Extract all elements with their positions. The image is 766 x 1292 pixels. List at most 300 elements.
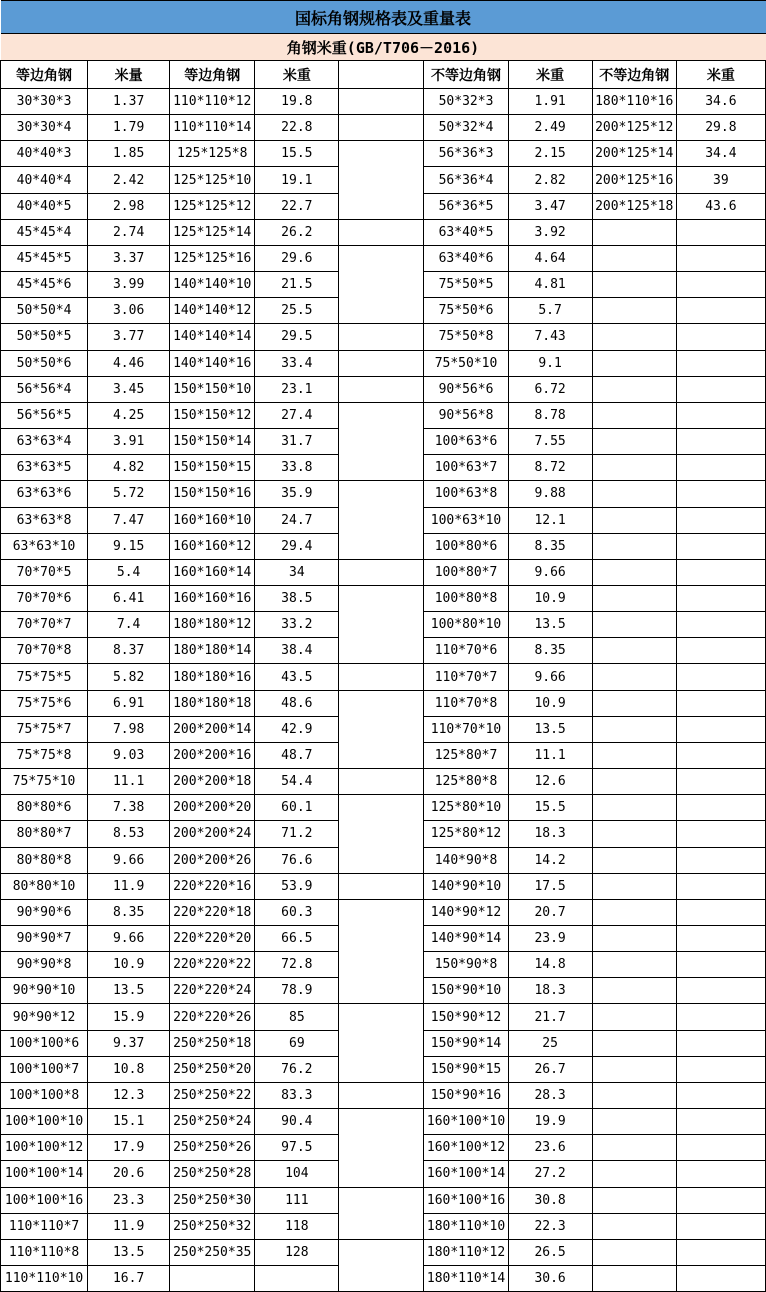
meter-weight-cell: 2.98	[88, 193, 170, 219]
meter-weight-cell: 69	[255, 1030, 339, 1056]
meter-weight-cell	[676, 455, 765, 481]
meter-weight-cell	[676, 742, 765, 768]
unequal-angle-spec-cell	[592, 298, 676, 324]
meter-weight-cell: 1.37	[88, 89, 170, 115]
meter-weight-cell	[676, 1213, 765, 1239]
equal-angle-spec-cell: 220*220*26	[170, 1004, 255, 1030]
equal-angle-spec-cell: 56*56*4	[1, 376, 88, 402]
meter-weight-cell: 17.5	[508, 873, 592, 899]
unequal-angle-spec-cell: 150*90*10	[424, 978, 508, 1004]
unequal-angle-spec-cell: 180*110*14	[424, 1266, 508, 1292]
meter-weight-cell: 18.3	[508, 978, 592, 1004]
meter-weight-cell: 8.35	[88, 899, 170, 925]
meter-weight-cell: 71.2	[255, 821, 339, 847]
meter-weight-cell: 2.74	[88, 219, 170, 245]
equal-angle-spec-cell: 70*70*7	[1, 612, 88, 638]
equal-angle-spec-cell: 40*40*4	[1, 167, 88, 193]
meter-weight-cell: 9.15	[88, 533, 170, 559]
unequal-angle-spec-cell	[592, 690, 676, 716]
meter-weight-cell: 19.1	[255, 167, 339, 193]
unequal-angle-spec-cell: 125*80*7	[424, 742, 508, 768]
header-equal-angle-1: 等边角钢	[1, 61, 88, 89]
meter-weight-cell: 30.8	[508, 1187, 592, 1213]
unequal-angle-spec-cell: 140*90*10	[424, 873, 508, 899]
unequal-angle-spec-cell: 100*63*7	[424, 455, 508, 481]
unequal-angle-spec-cell: 75*50*5	[424, 272, 508, 298]
meter-weight-cell	[676, 769, 765, 795]
meter-weight-cell: 12.6	[508, 769, 592, 795]
meter-weight-cell	[676, 402, 765, 428]
meter-weight-cell: 85	[255, 1004, 339, 1030]
unequal-angle-spec-cell	[592, 559, 676, 585]
table-row	[1, 481, 766, 507]
unequal-angle-spec-cell: 90*56*6	[424, 376, 508, 402]
equal-angle-spec-cell: 50*50*6	[1, 350, 88, 376]
meter-weight-cell: 26.5	[508, 1239, 592, 1265]
meter-weight-cell	[676, 245, 765, 271]
table-row	[1, 664, 766, 690]
unequal-angle-spec-cell: 200*125*12	[592, 115, 676, 141]
equal-angle-spec-cell: 250*250*32	[170, 1213, 255, 1239]
meter-weight-cell	[676, 1004, 765, 1030]
unequal-angle-spec-cell: 110*70*10	[424, 716, 508, 742]
meter-weight-cell: 14.8	[508, 952, 592, 978]
meter-weight-cell: 15.5	[255, 141, 339, 167]
meter-weight-cell: 16.7	[88, 1266, 170, 1292]
meter-weight-cell: 78.9	[255, 978, 339, 1004]
unequal-angle-spec-cell	[592, 1082, 676, 1108]
equal-angle-spec-cell: 90*90*10	[1, 978, 88, 1004]
meter-weight-cell	[676, 926, 765, 952]
unequal-angle-spec-cell: 90*56*8	[424, 402, 508, 428]
equal-angle-spec-cell: 250*250*22	[170, 1082, 255, 1108]
meter-weight-cell: 23.9	[508, 926, 592, 952]
table-row	[1, 219, 766, 245]
spacer-cell	[339, 324, 424, 350]
meter-weight-cell: 48.7	[255, 742, 339, 768]
meter-weight-cell: 8.78	[508, 402, 592, 428]
meter-weight-cell: 97.5	[255, 1135, 339, 1161]
meter-weight-cell	[676, 1109, 765, 1135]
meter-weight-cell: 9.37	[88, 1030, 170, 1056]
table-row	[1, 1239, 766, 1265]
unequal-angle-spec-cell	[592, 1109, 676, 1135]
equal-angle-spec-cell: 100*100*10	[1, 1109, 88, 1135]
spacer-cell	[339, 1187, 424, 1239]
meter-weight-cell: 5.72	[88, 481, 170, 507]
unequal-angle-spec-cell	[592, 1239, 676, 1265]
meter-weight-cell: 10.9	[508, 690, 592, 716]
equal-angle-spec-cell: 70*70*5	[1, 559, 88, 585]
unequal-angle-spec-cell: 180*110*16	[592, 89, 676, 115]
equal-angle-spec-cell: 180*180*18	[170, 690, 255, 716]
meter-weight-cell: 9.66	[508, 664, 592, 690]
meter-weight-cell: 6.72	[508, 376, 592, 402]
equal-angle-spec-cell: 75*75*6	[1, 690, 88, 716]
meter-weight-cell: 11.1	[508, 742, 592, 768]
spacer-cell	[339, 1109, 424, 1187]
meter-weight-cell: 33.2	[255, 612, 339, 638]
equal-angle-spec-cell: 200*200*24	[170, 821, 255, 847]
meter-weight-cell: 38.5	[255, 585, 339, 611]
meter-weight-cell	[676, 1187, 765, 1213]
spacer-cell	[339, 89, 424, 115]
unequal-angle-spec-cell	[592, 429, 676, 455]
unequal-angle-spec-cell: 160*100*14	[424, 1161, 508, 1187]
meter-weight-cell: 12.3	[88, 1082, 170, 1108]
meter-weight-cell	[676, 507, 765, 533]
equal-angle-spec-cell: 100*100*7	[1, 1056, 88, 1082]
unequal-angle-spec-cell: 200*125*16	[592, 167, 676, 193]
header-meter-weight-4: 米重	[676, 61, 765, 89]
meter-weight-cell: 23.6	[508, 1135, 592, 1161]
table-row	[1, 899, 766, 925]
equal-angle-spec-cell: 100*100*14	[1, 1161, 88, 1187]
unequal-angle-spec-cell	[592, 638, 676, 664]
unequal-angle-spec-cell: 125*80*10	[424, 795, 508, 821]
meter-weight-cell: 3.45	[88, 376, 170, 402]
unequal-angle-spec-cell: 50*32*3	[424, 89, 508, 115]
meter-weight-cell: 9.66	[88, 847, 170, 873]
equal-angle-spec-cell: 180*180*16	[170, 664, 255, 690]
spacer-cell	[339, 141, 424, 219]
unequal-angle-spec-cell	[592, 402, 676, 428]
equal-angle-spec-cell: 200*200*20	[170, 795, 255, 821]
unequal-angle-spec-cell: 150*90*14	[424, 1030, 508, 1056]
equal-angle-spec-cell: 110*110*14	[170, 115, 255, 141]
meter-weight-cell: 7.43	[508, 324, 592, 350]
meter-weight-cell: 43.5	[255, 664, 339, 690]
unequal-angle-spec-cell	[592, 978, 676, 1004]
spacer-cell	[339, 1004, 424, 1082]
unequal-angle-spec-cell: 56*36*3	[424, 141, 508, 167]
meter-weight-cell: 26.7	[508, 1056, 592, 1082]
meter-weight-cell	[676, 272, 765, 298]
meter-weight-cell	[676, 638, 765, 664]
unequal-angle-spec-cell	[592, 847, 676, 873]
meter-weight-cell: 17.9	[88, 1135, 170, 1161]
equal-angle-spec-cell: 90*90*8	[1, 952, 88, 978]
unequal-angle-spec-cell: 125*80*12	[424, 821, 508, 847]
table-row	[1, 873, 766, 899]
equal-angle-spec-cell: 80*80*10	[1, 873, 88, 899]
equal-angle-spec-cell: 140*140*12	[170, 298, 255, 324]
meter-weight-cell	[255, 1266, 339, 1292]
meter-weight-cell	[676, 1266, 765, 1292]
meter-weight-cell	[676, 481, 765, 507]
meter-weight-cell: 34.4	[676, 141, 765, 167]
meter-weight-cell: 11.1	[88, 769, 170, 795]
unequal-angle-spec-cell: 150*90*16	[424, 1082, 508, 1108]
equal-angle-spec-cell: 250*250*26	[170, 1135, 255, 1161]
table-row	[1, 141, 766, 167]
meter-weight-cell: 5.82	[88, 664, 170, 690]
unequal-angle-spec-cell	[592, 1266, 676, 1292]
unequal-angle-spec-cell: 110*70*7	[424, 664, 508, 690]
meter-weight-cell: 2.15	[508, 141, 592, 167]
unequal-angle-spec-cell: 100*80*8	[424, 585, 508, 611]
header-row	[1, 61, 766, 89]
equal-angle-spec-cell: 45*45*4	[1, 219, 88, 245]
meter-weight-cell: 8.35	[508, 533, 592, 559]
meter-weight-cell: 21.7	[508, 1004, 592, 1030]
equal-angle-spec-cell: 70*70*6	[1, 585, 88, 611]
meter-weight-cell	[676, 664, 765, 690]
unequal-angle-spec-cell: 56*36*5	[424, 193, 508, 219]
spacer-cell	[339, 402, 424, 480]
unequal-angle-spec-cell	[592, 245, 676, 271]
equal-angle-spec-cell: 125*125*10	[170, 167, 255, 193]
meter-weight-cell: 7.38	[88, 795, 170, 821]
spacer-cell	[339, 481, 424, 559]
meter-weight-cell: 7.55	[508, 429, 592, 455]
unequal-angle-spec-cell: 75*50*6	[424, 298, 508, 324]
unequal-angle-spec-cell	[592, 821, 676, 847]
equal-angle-spec-cell: 63*63*4	[1, 429, 88, 455]
meter-weight-cell: 15.1	[88, 1109, 170, 1135]
meter-weight-cell: 118	[255, 1213, 339, 1239]
meter-weight-cell: 29.8	[676, 115, 765, 141]
meter-weight-cell	[676, 1239, 765, 1265]
meter-weight-cell	[676, 350, 765, 376]
equal-angle-spec-cell: 200*200*16	[170, 742, 255, 768]
meter-weight-cell: 13.5	[88, 978, 170, 1004]
meter-weight-cell: 38.4	[255, 638, 339, 664]
meter-weight-cell: 54.4	[255, 769, 339, 795]
meter-weight-cell: 5.7	[508, 298, 592, 324]
unequal-angle-spec-cell	[592, 1056, 676, 1082]
equal-angle-spec-cell: 150*150*15	[170, 455, 255, 481]
spacer-cell	[339, 1082, 424, 1108]
equal-angle-spec-cell: 125*125*14	[170, 219, 255, 245]
table-row	[1, 245, 766, 271]
unequal-angle-spec-cell	[592, 507, 676, 533]
meter-weight-cell: 9.66	[88, 926, 170, 952]
table-row	[1, 795, 766, 821]
meter-weight-cell: 11.9	[88, 873, 170, 899]
equal-angle-spec-cell: 100*100*16	[1, 1187, 88, 1213]
spacer-cell	[339, 1239, 424, 1291]
unequal-angle-spec-cell: 150*90*15	[424, 1056, 508, 1082]
spacer-cell	[339, 769, 424, 795]
equal-angle-spec-cell: 40*40*5	[1, 193, 88, 219]
meter-weight-cell: 3.91	[88, 429, 170, 455]
spacer-cell	[339, 376, 424, 402]
meter-weight-cell: 2.42	[88, 167, 170, 193]
meter-weight-cell	[676, 821, 765, 847]
equal-angle-spec-cell: 140*140*16	[170, 350, 255, 376]
equal-angle-spec-cell: 200*200*14	[170, 716, 255, 742]
spacer-cell	[339, 559, 424, 585]
meter-weight-cell: 8.53	[88, 821, 170, 847]
equal-angle-spec-cell: 125*125*12	[170, 193, 255, 219]
equal-angle-spec-cell: 180*180*12	[170, 612, 255, 638]
spacer-cell	[339, 219, 424, 245]
meter-weight-cell: 3.99	[88, 272, 170, 298]
meter-weight-cell: 15.9	[88, 1004, 170, 1030]
unequal-angle-spec-cell	[592, 272, 676, 298]
header-equal-angle-2: 等边角钢	[170, 61, 255, 89]
unequal-angle-spec-cell	[592, 533, 676, 559]
unequal-angle-spec-cell	[592, 664, 676, 690]
unequal-angle-spec-cell	[592, 481, 676, 507]
table-row	[1, 1082, 766, 1108]
unequal-angle-spec-cell: 63*40*6	[424, 245, 508, 271]
meter-weight-cell: 4.64	[508, 245, 592, 271]
equal-angle-spec-cell: 100*100*12	[1, 1135, 88, 1161]
equal-angle-spec-cell: 150*150*14	[170, 429, 255, 455]
unequal-angle-spec-cell: 140*90*14	[424, 926, 508, 952]
meter-weight-cell: 3.77	[88, 324, 170, 350]
equal-angle-spec-cell: 125*125*16	[170, 245, 255, 271]
unequal-angle-spec-cell: 100*63*6	[424, 429, 508, 455]
meter-weight-cell	[676, 978, 765, 1004]
meter-weight-cell: 111	[255, 1187, 339, 1213]
spacer-cell	[339, 664, 424, 690]
unequal-angle-spec-cell	[592, 716, 676, 742]
meter-weight-cell: 13.5	[88, 1239, 170, 1265]
meter-weight-cell: 72.8	[255, 952, 339, 978]
equal-angle-spec-cell: 220*220*24	[170, 978, 255, 1004]
unequal-angle-spec-cell: 75*50*10	[424, 350, 508, 376]
meter-weight-cell: 35.9	[255, 481, 339, 507]
meter-weight-cell: 3.06	[88, 298, 170, 324]
meter-weight-cell	[676, 1135, 765, 1161]
meter-weight-cell: 8.35	[508, 638, 592, 664]
spacer-cell	[339, 873, 424, 899]
equal-angle-spec-cell: 250*250*30	[170, 1187, 255, 1213]
unequal-angle-spec-cell: 100*80*6	[424, 533, 508, 559]
meter-weight-cell: 14.2	[508, 847, 592, 873]
unequal-angle-spec-cell	[592, 1004, 676, 1030]
table-row	[1, 115, 766, 141]
meter-weight-cell: 2.82	[508, 167, 592, 193]
equal-angle-spec-cell: 63*63*6	[1, 481, 88, 507]
meter-weight-cell: 42.9	[255, 716, 339, 742]
table-subtitle: 角钢米重(GB/T706－2016)	[1, 34, 766, 61]
spacer-cell	[339, 350, 424, 376]
meter-weight-cell: 9.66	[508, 559, 592, 585]
meter-weight-cell: 24.7	[255, 507, 339, 533]
table-row	[1, 1187, 766, 1213]
equal-angle-spec-cell: 200*200*26	[170, 847, 255, 873]
unequal-angle-spec-cell: 63*40*5	[424, 219, 508, 245]
header-meter-weight-2: 米重	[255, 61, 339, 89]
equal-angle-spec-cell: 30*30*3	[1, 89, 88, 115]
meter-weight-cell: 4.25	[88, 402, 170, 428]
meter-weight-cell: 15.5	[508, 795, 592, 821]
meter-weight-cell	[676, 324, 765, 350]
unequal-angle-spec-cell: 100*63*10	[424, 507, 508, 533]
meter-weight-cell: 4.81	[508, 272, 592, 298]
meter-weight-cell: 30.6	[508, 1266, 592, 1292]
meter-weight-cell: 8.72	[508, 455, 592, 481]
meter-weight-cell: 21.5	[255, 272, 339, 298]
meter-weight-cell: 33.8	[255, 455, 339, 481]
unequal-angle-spec-cell	[592, 585, 676, 611]
equal-angle-spec-cell: 220*220*20	[170, 926, 255, 952]
equal-angle-spec-cell: 90*90*6	[1, 899, 88, 925]
equal-angle-spec-cell: 100*100*8	[1, 1082, 88, 1108]
title-row	[1, 1, 766, 34]
equal-angle-spec-cell: 150*150*10	[170, 376, 255, 402]
spacer-cell	[339, 115, 424, 141]
unequal-angle-spec-cell: 180*110*12	[424, 1239, 508, 1265]
meter-weight-cell: 27.2	[508, 1161, 592, 1187]
spacer-cell	[339, 899, 424, 1004]
equal-angle-spec-cell: 63*63*8	[1, 507, 88, 533]
meter-weight-cell: 3.92	[508, 219, 592, 245]
meter-weight-cell: 66.5	[255, 926, 339, 952]
equal-angle-spec-cell: 70*70*8	[1, 638, 88, 664]
equal-angle-spec-cell: 90*90*12	[1, 1004, 88, 1030]
equal-angle-spec-cell: 150*150*16	[170, 481, 255, 507]
unequal-angle-spec-cell	[592, 1030, 676, 1056]
equal-angle-spec-cell: 63*63*10	[1, 533, 88, 559]
meter-weight-cell	[676, 429, 765, 455]
table-row	[1, 376, 766, 402]
meter-weight-cell	[676, 795, 765, 821]
page-title: 国标角钢规格表及重量表	[1, 1, 766, 34]
meter-weight-cell: 20.6	[88, 1161, 170, 1187]
meter-weight-cell	[676, 1161, 765, 1187]
meter-weight-cell: 33.4	[255, 350, 339, 376]
unequal-angle-spec-cell	[592, 1213, 676, 1239]
unequal-angle-spec-cell: 160*100*12	[424, 1135, 508, 1161]
meter-weight-cell: 22.8	[255, 115, 339, 141]
unequal-angle-spec-cell: 100*63*8	[424, 481, 508, 507]
meter-weight-cell	[676, 1030, 765, 1056]
meter-weight-cell: 29.4	[255, 533, 339, 559]
meter-weight-cell: 76.2	[255, 1056, 339, 1082]
meter-weight-cell: 20.7	[508, 899, 592, 925]
equal-angle-spec-cell: 45*45*5	[1, 245, 88, 271]
unequal-angle-spec-cell	[592, 219, 676, 245]
meter-weight-cell: 28.3	[508, 1082, 592, 1108]
unequal-angle-spec-cell: 50*32*4	[424, 115, 508, 141]
meter-weight-cell	[676, 952, 765, 978]
equal-angle-spec-cell: 140*140*14	[170, 324, 255, 350]
meter-weight-cell: 22.7	[255, 193, 339, 219]
table-row	[1, 1004, 766, 1030]
meter-weight-cell	[676, 298, 765, 324]
meter-weight-cell: 90.4	[255, 1109, 339, 1135]
meter-weight-cell: 128	[255, 1239, 339, 1265]
meter-weight-cell: 9.03	[88, 742, 170, 768]
unequal-angle-spec-cell: 150*90*12	[424, 1004, 508, 1030]
unequal-angle-spec-cell	[592, 324, 676, 350]
equal-angle-spec-cell: 110*110*8	[1, 1239, 88, 1265]
meter-weight-cell: 25.5	[255, 298, 339, 324]
meter-weight-cell	[676, 612, 765, 638]
equal-angle-spec-cell: 75*75*5	[1, 664, 88, 690]
meter-weight-cell: 83.3	[255, 1082, 339, 1108]
table-row	[1, 690, 766, 716]
meter-weight-cell: 13.5	[508, 612, 592, 638]
meter-weight-cell	[676, 690, 765, 716]
meter-weight-cell	[676, 873, 765, 899]
equal-angle-spec-cell: 110*110*10	[1, 1266, 88, 1292]
meter-weight-cell: 13.5	[508, 716, 592, 742]
unequal-angle-spec-cell	[592, 376, 676, 402]
meter-weight-cell: 4.82	[88, 455, 170, 481]
unequal-angle-spec-cell: 180*110*10	[424, 1213, 508, 1239]
meter-weight-cell: 11.9	[88, 1213, 170, 1239]
equal-angle-spec-cell: 160*160*10	[170, 507, 255, 533]
meter-weight-cell: 3.37	[88, 245, 170, 271]
meter-weight-cell: 29.6	[255, 245, 339, 271]
equal-angle-spec-cell: 250*250*35	[170, 1239, 255, 1265]
